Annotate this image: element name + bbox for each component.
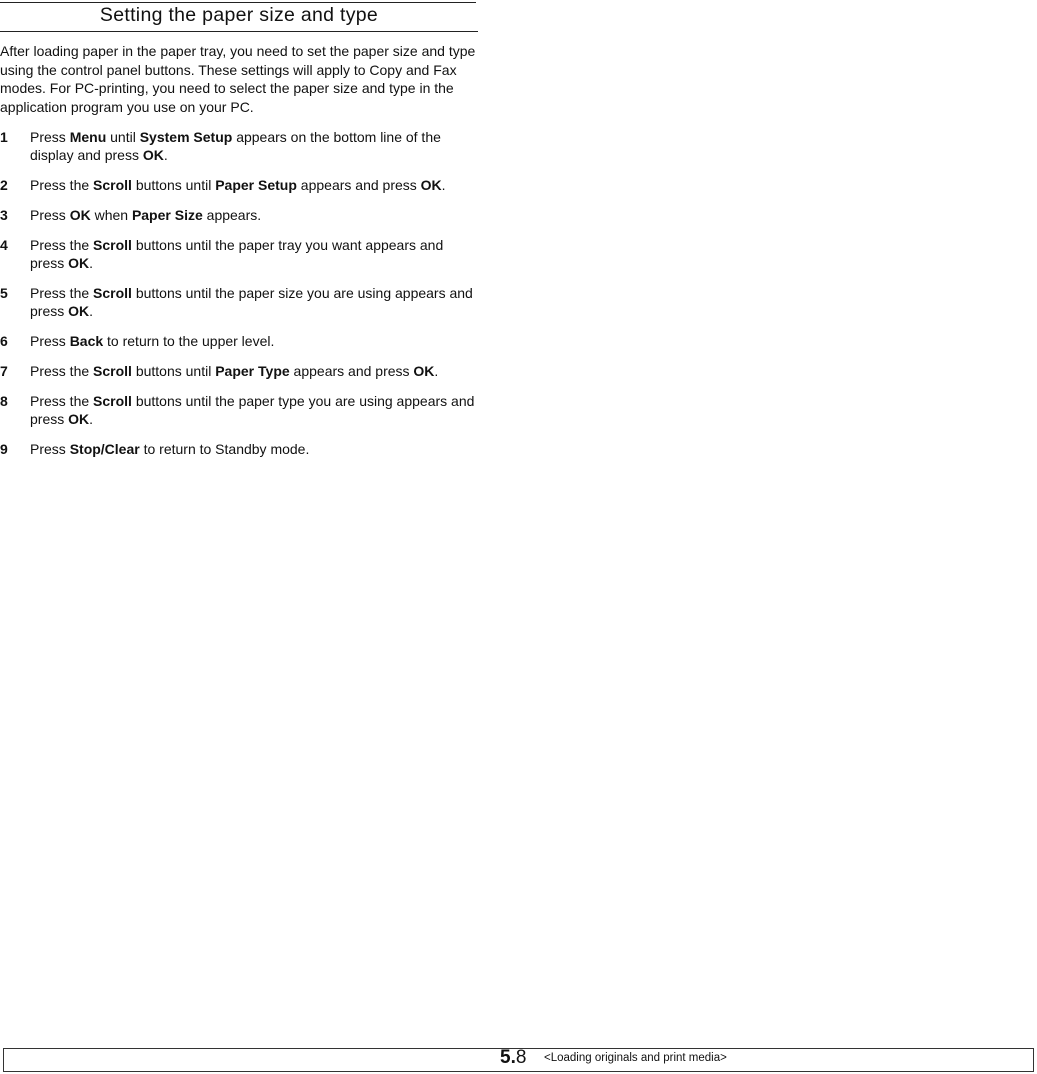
step-item: 9 Press Stop/Clear to return to Standby mode. [0, 441, 310, 457]
back-button-label: Back [69, 333, 104, 349]
paper-type-label: Paper Type [215, 363, 290, 379]
scroll-button-label: Scroll [93, 285, 132, 301]
ok-button-label: OK [68, 411, 90, 427]
scroll-button-label: Scroll [93, 237, 132, 253]
step-item: 1 Press Menu until System Setup appears on the bottom line of the display and press OK. [0, 129, 441, 163]
scroll-button-label: Scroll [93, 363, 132, 379]
step-number: 4 [0, 237, 8, 253]
step-item: 8 Press the Scroll buttons until the paper type you are using appears and press OK. [0, 393, 475, 427]
step-number: 2 [0, 177, 8, 193]
ok-button-label: OK [420, 177, 442, 193]
system-setup-label: System Setup [139, 129, 233, 145]
heading-rule-top [0, 2, 476, 3]
paper-size-label: Paper Size [131, 207, 203, 223]
step-item: 3 Press OK when Paper Size appears. [0, 207, 262, 223]
step-number: 5 [0, 285, 8, 301]
step-number: 9 [0, 441, 8, 457]
heading-rule-bottom [0, 31, 478, 32]
menu-button-label: Menu [69, 129, 107, 145]
stop-clear-button-label: Stop/Clear [69, 441, 140, 457]
step-item: 2 Press the Scroll buttons until Paper Setup appears and press OK. [0, 177, 446, 193]
step-item: 7 Press the Scroll buttons until Paper Type appears and press OK. [0, 363, 439, 379]
step-number: 3 [0, 207, 8, 223]
ok-button-label: OK [69, 207, 91, 223]
page-number: 5.8 [500, 1047, 527, 1068]
step-item: 4 Press the Scroll buttons until the paper tray you want appears and press OK. [0, 237, 444, 271]
chapter-title: <Loading originals and print media> [544, 1052, 727, 1064]
step-number: 8 [0, 393, 8, 409]
page-title: Setting the paper size and type [99, 4, 379, 26]
ok-button-label: OK [142, 147, 164, 163]
ok-button-label: OK [413, 363, 435, 379]
scroll-button-label: Scroll [93, 393, 132, 409]
ok-button-label: OK [68, 303, 90, 319]
scroll-button-label: Scroll [93, 177, 132, 193]
section-heading [0, 0, 478, 34]
step-number: 1 [0, 129, 8, 145]
step-number: 7 [0, 363, 8, 379]
intro-paragraph: After loading paper in the paper tray, you need to set the paper size and type using the control panel buttons. These settings will apply to Copy and Fax modes. For PC-printing, you need to select the paper size and type in the application program you use on your PC. [0, 43, 476, 115]
steps-list [0, 128, 478, 470]
paper-setup-label: Paper Setup [215, 177, 297, 193]
step-number: 6 [0, 333, 8, 349]
step-item: 5 Press the Scroll buttons until the paper size you are using appears and press OK. [0, 285, 473, 319]
ok-button-label: OK [68, 255, 90, 271]
step-item: 6 Press Back to return to the upper level. [0, 333, 275, 349]
